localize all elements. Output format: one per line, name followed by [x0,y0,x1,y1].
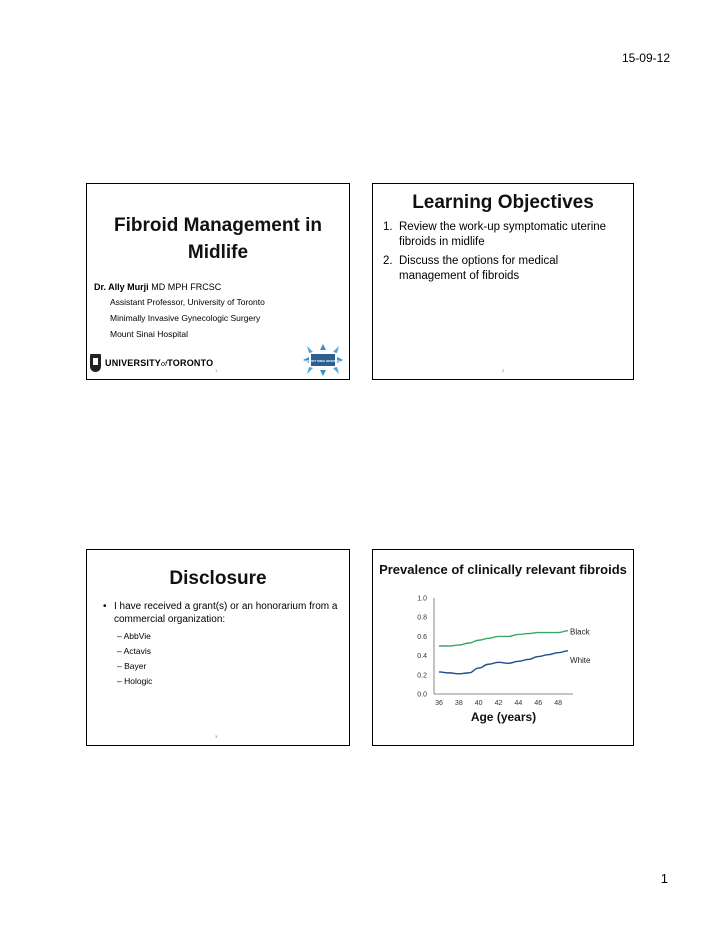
y-tick-label: 0.2 [417,672,427,680]
list-item: – Bayer [117,661,147,671]
x-tick-label: 48 [554,700,563,707]
affiliation-1: Assistant Professor, University of Toronto [110,297,265,307]
logo-word-of: of [161,361,168,368]
series-label-black: Black [570,627,590,637]
list-item: – AbbVie [117,631,151,641]
series-label-white: White [570,655,591,665]
disclosure-bullet [103,600,354,626]
title-line-2: Midlife [187,242,249,263]
x-axis-label: Age (years) [470,710,537,724]
logo-word-toronto: TORONTO [167,358,214,368]
x-tick-label: 38 [454,700,463,707]
slide-number: 1 [215,368,218,373]
y-tick-label: 0.0 [417,691,427,699]
logo-wordmark [105,358,213,368]
bullet-text: I have received a grant(s) or an honorarium from a commercial organization: [114,601,338,625]
crest-icon [90,354,101,372]
slide-prevalence-chart [372,549,634,746]
slide-title-heading [87,212,349,266]
item-text: Review the work-up symptomatic uterine fibroids in midlife [399,221,607,248]
x-tick-label: 36 [435,700,443,707]
header-date: 15-09-12 [621,51,670,65]
bullet-icon: • [103,601,107,612]
author-name: Dr. Ally Murji [94,282,149,292]
slide-title [86,183,350,380]
chart-title: Prevalence of clinically relevant fibroids [379,562,627,577]
y-tick-label: 0.8 [417,614,427,622]
x-tick-label: 46 [534,700,543,707]
slide-number: 3 [215,734,218,739]
slide-learning-objectives [372,183,634,380]
x-tick-label: 40 [474,700,483,707]
list-item [373,254,623,284]
title-line-1: Fibroid Management in [114,215,322,236]
objectives-list [373,220,623,288]
author-credentials: MD MPH FRCSC [151,282,222,292]
item-text: Discuss the options for medical management of fibroids [399,255,559,282]
affiliation-3: Mount Sinai Hospital [110,329,188,339]
slide-number: 2 [502,368,505,373]
line-chart [373,550,633,745]
affiliation-2: Minimally Invasive Gynecologic Surgery [110,313,261,323]
item-number: 1. [383,221,393,233]
list-item: – Actavis [117,646,152,656]
author [94,282,221,292]
mount-sinai-logo [303,344,343,376]
university-of-toronto-logo [90,352,213,374]
x-tick-label: 42 [494,700,503,707]
x-tick-label: 44 [514,700,523,707]
y-tick-label: 0.6 [417,633,427,641]
slide-disclosure [86,549,350,746]
list-item [373,220,623,250]
list-item: – Hologic [117,676,153,686]
series-line-black [439,631,568,646]
y-tick-label: 1.0 [417,595,427,603]
logo-text: MOUNT SINAI HOSPITAL [305,359,341,363]
series-line-white [439,651,568,674]
item-number: 2. [383,255,393,267]
page-number: 1 [660,871,668,886]
slide-heading: Disclosure [169,568,267,589]
y-tick-label: 0.4 [417,653,427,661]
logo-word-university: UNIVERSITY [105,358,162,368]
slide-heading: Learning Objectives [412,192,594,213]
